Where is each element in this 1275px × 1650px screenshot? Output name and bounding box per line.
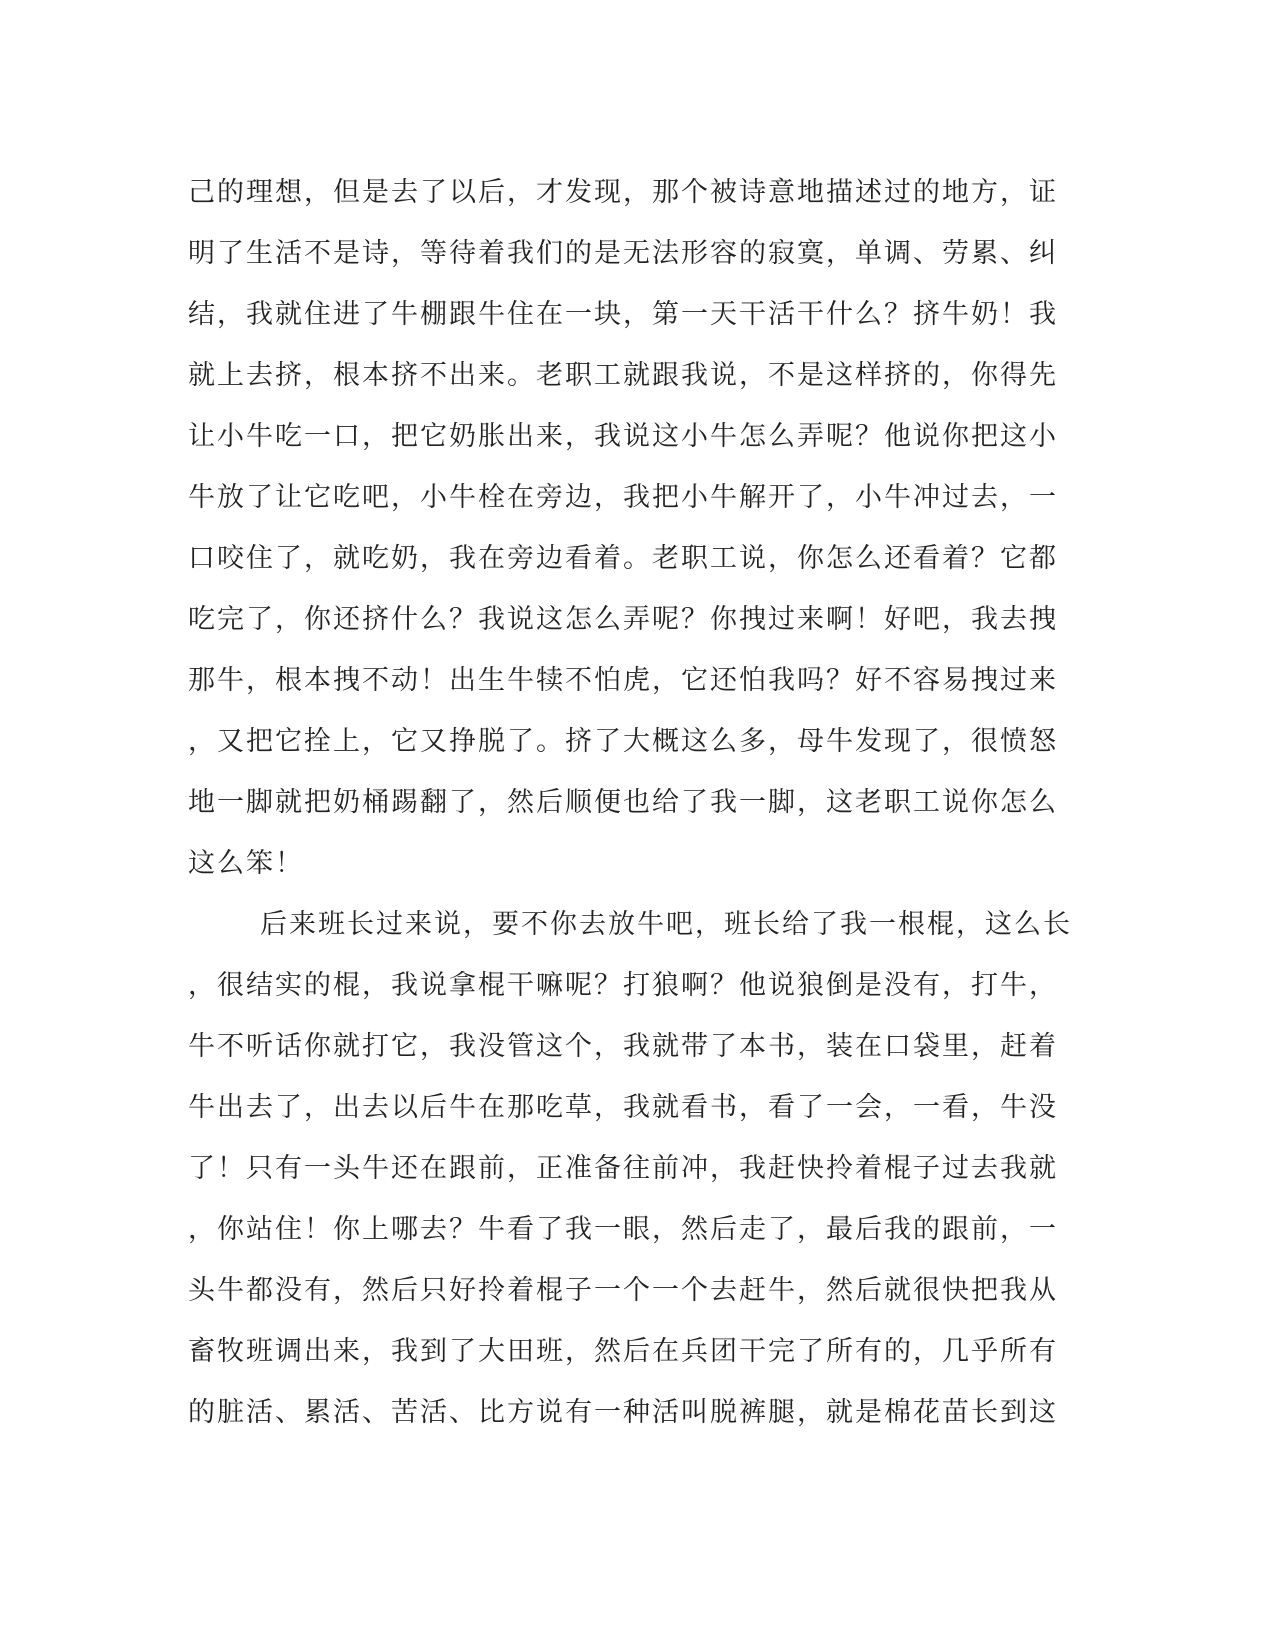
text-line: ，你站住！你上哪去？牛看了我一眼，然后走了，最后我的跟前，一 — [188, 1214, 1058, 1245]
text-line: 畜牧班调出来，我到了大田班，然后在兵团干完了所有的，几乎所有 — [188, 1336, 1058, 1367]
text-line: ，又把它拴上，它又挣脱了。挤了大概这么多，母牛发现了，很愤怒 — [188, 726, 1058, 757]
text-line: 的脏活、累活、苦活、比方说有一种活叫脱裤腿，就是棉花苗长到这 — [188, 1397, 1058, 1428]
document-body — [188, 162, 1088, 1443]
text-line: 牛出去了，出去以后牛在那吃草，我就看书，看了一会，一看，牛没 — [188, 1092, 1058, 1123]
text-line: ，很结实的棍，我说拿棍干嘛呢？打狼啊？他说狼倒是没有，打牛， — [188, 970, 1058, 1001]
text-line: 了！只有一头牛还在跟前，正准备往前冲，我赶快拎着棍子过去我就 — [188, 1153, 1058, 1184]
text-line: 就上去挤，根本挤不出来。老职工就跟我说，不是这样挤的，你得先 — [188, 360, 1058, 391]
text-line: 让小牛吃一口，把它奶胀出来，我说这小牛怎么弄呢？他说你把这小 — [188, 421, 1058, 452]
text-line: 头牛都没有，然后只好拎着棍子一个一个去赶牛，然后就很快把我从 — [188, 1275, 1058, 1306]
text-line: 明了生活不是诗，等待着我们的是无法形容的寂寞，单调、劳累、纠 — [188, 238, 1058, 269]
text-line: 那牛，根本拽不动！出生牛犊不怕虎，它还怕我吗？好不容易拽过来 — [188, 665, 1058, 696]
text-line: 结，我就住进了牛棚跟牛住在一块，第一天干活干什么？挤牛奶！我 — [188, 299, 1058, 330]
text-line: 己的理想，但是去了以后，才发现，那个被诗意地描述过的地方，证 — [188, 177, 1058, 208]
paragraph-first-line: 后来班长过来说，要不你去放牛吧，班长给了我一根棍，这么长 — [260, 909, 1072, 940]
text-line: 牛不听话你就打它，我没管这个，我就带了本书，装在口袋里，赶着 — [188, 1031, 1058, 1062]
text-line: 这么笨！ — [188, 848, 304, 879]
text-line: 地一脚就把奶桶踢翻了，然后顺便也给了我一脚，这老职工说你怎么 — [188, 787, 1058, 818]
text-line: 牛放了让它吃吧，小牛栓在旁边，我把小牛解开了，小牛冲过去，一 — [188, 482, 1058, 513]
text-line: 口咬住了，就吃奶，我在旁边看着。老职工说，你怎么还看着？它都 — [188, 543, 1058, 574]
text-line: 吃完了，你还挤什么？我说这怎么弄呢？你拽过来啊！好吧，我去拽 — [188, 604, 1058, 635]
